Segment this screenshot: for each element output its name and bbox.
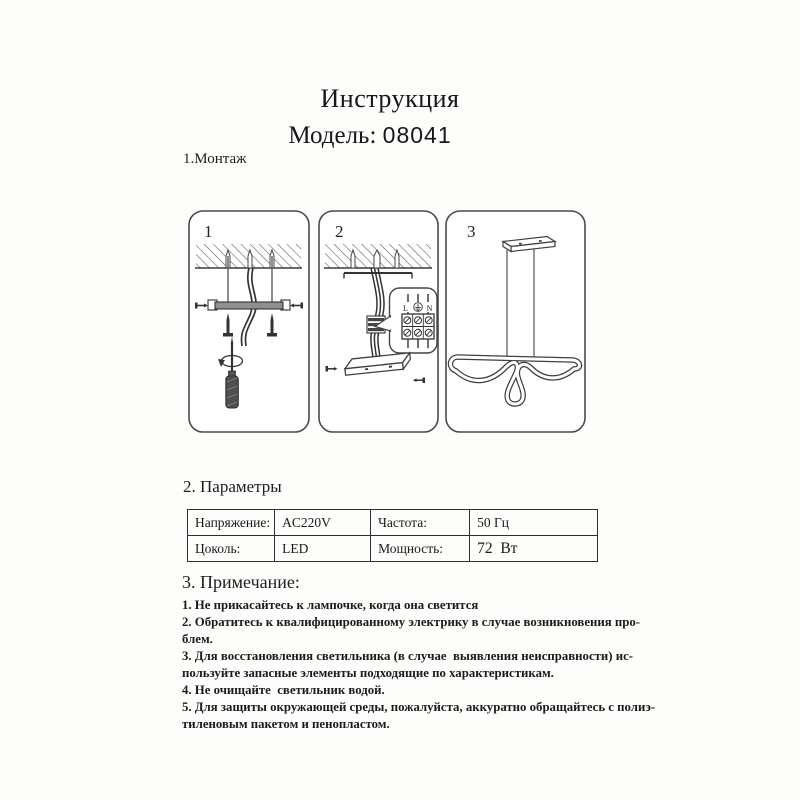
section-notes-heading: 3. Примечание: <box>182 572 300 592</box>
note-line: 5. Для защиты окружающей среды, пожалуйста, аккуратно обращайтесь с полиэ- <box>182 700 656 714</box>
note-line: 1. Не прикасайтесь к лампочке, когда она светится <box>182 598 479 612</box>
montage-step-1-diagram <box>188 210 310 433</box>
ceiling-hatch <box>324 244 432 268</box>
note-line: 4. Не очищайте светильник водой. <box>182 683 385 697</box>
terminal-label-live: L <box>403 304 408 313</box>
montage-step-3-diagram <box>445 210 586 433</box>
page-title: Инструкция <box>320 84 460 113</box>
note-line: 2. Обратитесь к квалифицированному электрику в случае возникновения про- <box>182 615 641 629</box>
parameters-table <box>187 509 598 562</box>
model-label: Модель: <box>288 122 377 149</box>
param-label-socket: Цоколь: <box>188 536 275 562</box>
note-line: пользуйте запасные элементы подходящие по характеристикам. <box>182 666 554 680</box>
param-label-frequency: Частота: <box>371 510 470 536</box>
param-value-socket: LED <box>275 536 371 562</box>
param-value-frequency: 50 Гц <box>470 510 598 536</box>
terminal-screws-grid <box>402 314 434 339</box>
param-label-voltage: Напряжение: <box>188 510 275 536</box>
table-row <box>188 510 598 536</box>
table-row <box>188 536 598 562</box>
model-value: 08041 <box>382 122 452 148</box>
param-value-voltage: AC220V <box>275 510 371 536</box>
note-line: блем. <box>182 632 213 646</box>
panel-1-number: 1 <box>204 222 213 241</box>
param-value-power: 72 Вт <box>470 536 598 562</box>
note-line: тиленовым пакетом и пенопластом. <box>182 717 390 731</box>
section-montage-heading: 1.Монтаж <box>183 151 247 167</box>
note-line: 3. Для восстановления светильника (в случае выявления неисправности) ис- <box>182 649 634 663</box>
panel-3-number: 3 <box>467 222 476 241</box>
model-line <box>150 122 590 150</box>
panel-2-number: 2 <box>335 222 344 241</box>
terminal-label-neutral: N <box>426 304 433 313</box>
montage-step-2-diagram <box>318 210 439 433</box>
mounting-bracket <box>208 300 290 310</box>
section-params-heading: 2. Параметры <box>183 477 282 496</box>
param-label-power: Мощность: <box>371 536 470 562</box>
notes-list <box>182 597 655 733</box>
ceiling-hatch <box>195 244 302 268</box>
